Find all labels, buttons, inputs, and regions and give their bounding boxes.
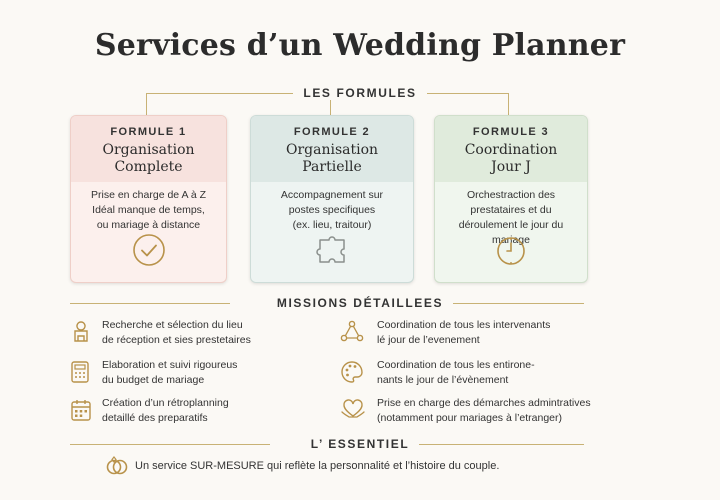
mission-item-line: Prise en charge des démarches admintratives (377, 397, 591, 409)
formule-description-line: Prise en charge de A à Z (91, 189, 206, 201)
mission-item (377, 358, 535, 388)
formule-name (71, 142, 226, 176)
formule-card-3 (434, 115, 588, 283)
formule-description-line: postes specifiques (288, 204, 376, 216)
formule-description (251, 182, 413, 233)
formule-name-line: Complete (114, 159, 183, 175)
mission-item-line: lé jour de l’evenement (377, 334, 480, 346)
mission-item-line: Recherche et sélection du lieu (102, 319, 243, 331)
connector-drop-center (330, 100, 331, 115)
formule-description-line: Accompagnement sur (280, 189, 384, 201)
mission-item (102, 318, 251, 348)
calculator-icon (70, 360, 90, 389)
puzzle-icon (314, 232, 350, 273)
formule-card-header (71, 116, 226, 182)
formule-description (71, 182, 226, 233)
formule-kicker: FORMULE 3 (472, 126, 550, 138)
mission-item (102, 396, 229, 426)
mission-item-line: detaillé des preparatifs (102, 412, 208, 424)
section-label-essentiel: L’ ESSENTIEL (0, 437, 720, 451)
section-label-formules: LES FORMULES (0, 86, 720, 100)
network-icon (340, 320, 364, 347)
calendar-icon (70, 398, 92, 427)
mission-item-line: nants le jour de l’évènement (377, 374, 509, 386)
palette-icon (340, 360, 364, 389)
venue-icon (70, 320, 92, 349)
clock-icon (494, 234, 528, 273)
formule-name-line: Partielle (302, 159, 362, 175)
formule-description-line: déroulement le jour du (458, 219, 564, 231)
mission-item (102, 358, 237, 388)
mission-item-line: Coordination de tous les intervenants (377, 319, 551, 331)
rings-icon (104, 454, 130, 481)
mission-item-line: Création d’un rétroplanning (102, 397, 229, 409)
heart-hands-icon (340, 398, 366, 427)
essentiel-text: Un service SUR-MESURE qui reflète la personnalité et l’histoire du couple. (135, 460, 500, 472)
formule-description-line: ou mariage à distance (96, 219, 201, 231)
formule-name-line: Organisation (285, 142, 379, 158)
mission-item (377, 318, 550, 348)
formule-card-header (435, 116, 587, 182)
formule-card-2 (250, 115, 414, 283)
mission-item-line: (notamment pour mariages à l’etranger) (377, 412, 563, 424)
formule-card-header (251, 116, 413, 182)
mission-item-line: de réception et sies prestetaires (102, 334, 251, 346)
mission-item (377, 396, 591, 426)
formule-card-1 (70, 115, 227, 283)
formule-description-line: (ex. lieu, traitour) (292, 219, 372, 231)
formule-name-line: Organisation (102, 142, 195, 158)
formule-name-line: Jour J (491, 159, 531, 175)
page-title: Services d’un Wedding Planner (94, 28, 626, 63)
section-label-missions: MISSIONS DÉTAILLEES (0, 296, 720, 310)
mission-item-line: Coordination de tous les entirone- (377, 359, 535, 371)
formule-description-line: mariage (492, 234, 530, 246)
formule-description-line: Orchestraction des (466, 189, 556, 201)
formule-name (251, 142, 413, 176)
formule-kicker: FORMULE 1 (110, 126, 187, 138)
check-circle-icon (131, 232, 167, 273)
formule-kicker: FORMULE 2 (293, 126, 371, 138)
mission-item-line: du budget de mariage (102, 374, 205, 386)
mission-item-line: Elaboration et suivi rigoureus (102, 359, 238, 371)
formule-name (435, 142, 587, 176)
formule-description-line: prestataires et du (470, 204, 552, 216)
formule-name-line: Coordination (464, 142, 558, 158)
formule-description-line: Idéal manque de temps, (92, 204, 205, 216)
